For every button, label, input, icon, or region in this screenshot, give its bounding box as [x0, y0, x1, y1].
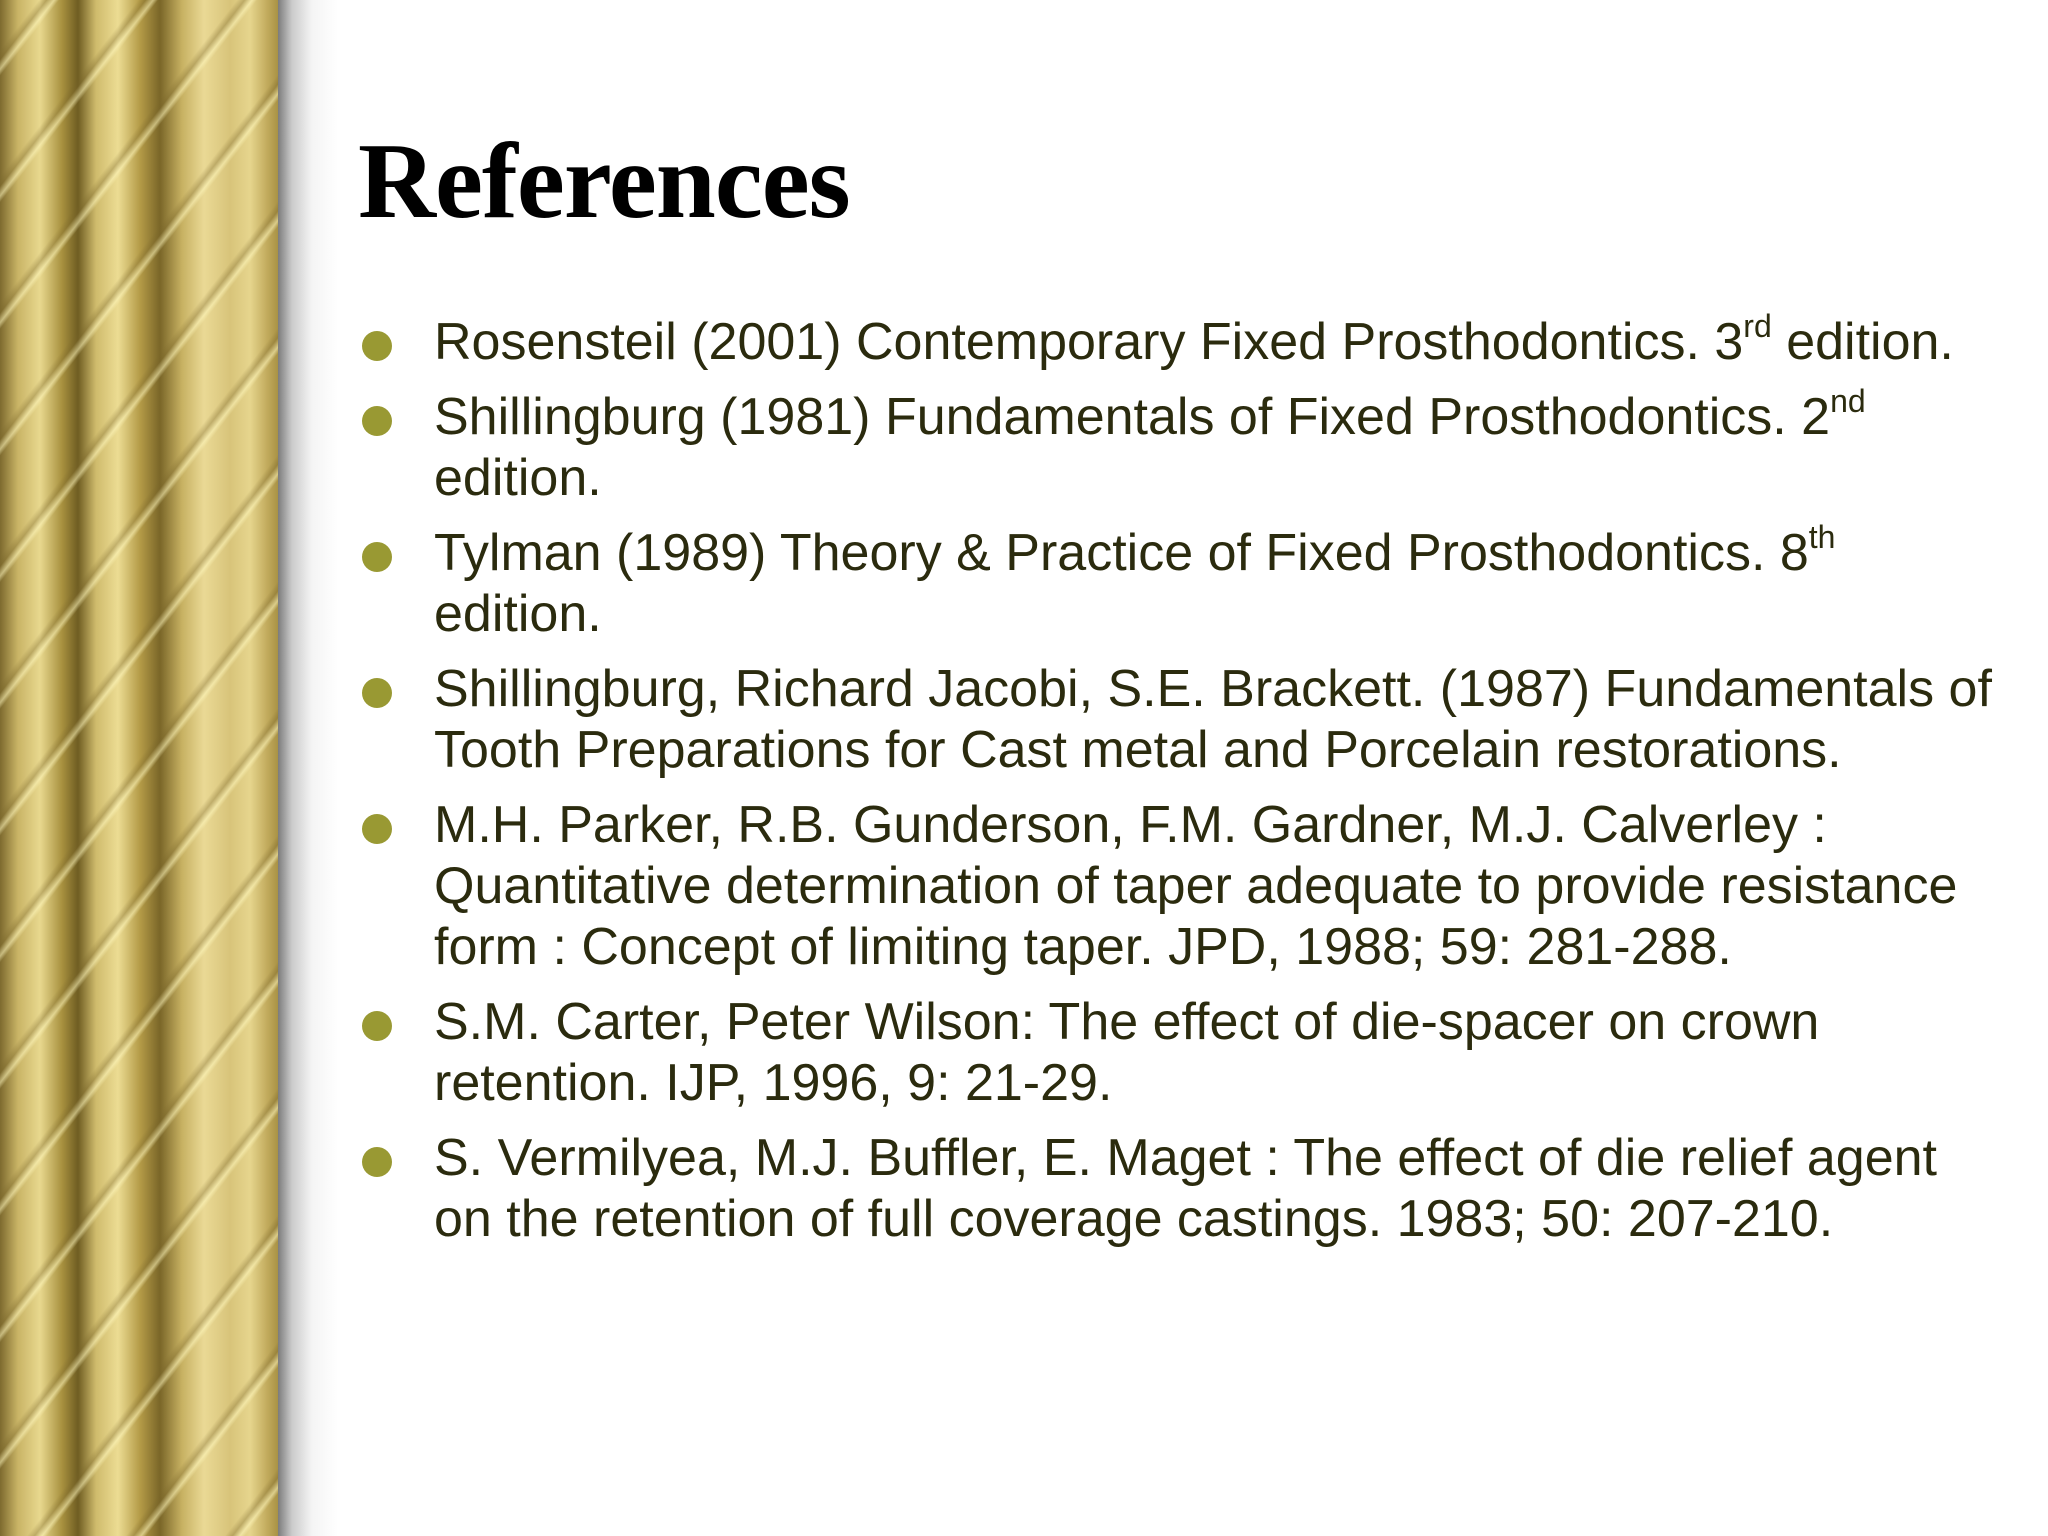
reference-text: Tylman (1989) Theory & Practice of Fixed Prosthodontics. 8th edition.	[434, 519, 1836, 643]
reference-item	[358, 992, 1998, 1114]
bullet-icon	[362, 542, 392, 572]
reference-text: S.M. Carter, Peter Wilson: The effect of die-spacer on crown retention. IJP, 1996, 9: 21-29.	[434, 993, 1820, 1112]
reference-text: Rosensteil (2001) Contemporary Fixed Prosthodontics. 3rd edition.	[434, 308, 1954, 371]
reference-item	[358, 1128, 1998, 1250]
reference-text: Shillingburg (1981) Fundamentals of Fixed Prosthodontics. 2nd edition.	[434, 383, 1866, 507]
ordinal-suffix: nd	[1830, 383, 1866, 419]
reference-item	[358, 795, 1998, 978]
reference-text: Shillingburg, Richard Jacobi, S.E. Brackett. (1987) Fundamentals of Tooth Preparations for Cast metal and Porcelain restorations.	[434, 660, 1992, 779]
slide-title: References	[358, 122, 850, 241]
ordinal-suffix: th	[1808, 519, 1836, 555]
bullet-icon	[362, 814, 392, 844]
reference-text: M.H. Parker, R.B. Gunderson, F.M. Gardner, M.J. Calverley : Quantitative determination of taper adequate to provide resistance form : Concept of limiting taper. JPD, 1988; 59: 281-288.	[434, 796, 1958, 976]
bullet-icon	[362, 1011, 392, 1041]
reference-item	[358, 659, 1998, 781]
reference-item	[358, 519, 1998, 645]
bullet-icon	[362, 331, 392, 361]
bullet-icon	[362, 1147, 392, 1177]
bullet-icon	[362, 678, 392, 708]
gold-pillar-decoration	[0, 0, 278, 1536]
reference-text: S. Vermilyea, M.J. Buffler, E. Maget : The effect of die relief agent on the retention of full coverage castings. 1983; 50: 207-210.	[434, 1129, 1937, 1248]
references-list	[358, 308, 1998, 1264]
ordinal-suffix: rd	[1743, 308, 1772, 344]
reference-item	[358, 308, 1998, 373]
reference-item	[358, 383, 1998, 509]
pillar-shadow	[278, 0, 338, 1536]
bullet-icon	[362, 406, 392, 436]
